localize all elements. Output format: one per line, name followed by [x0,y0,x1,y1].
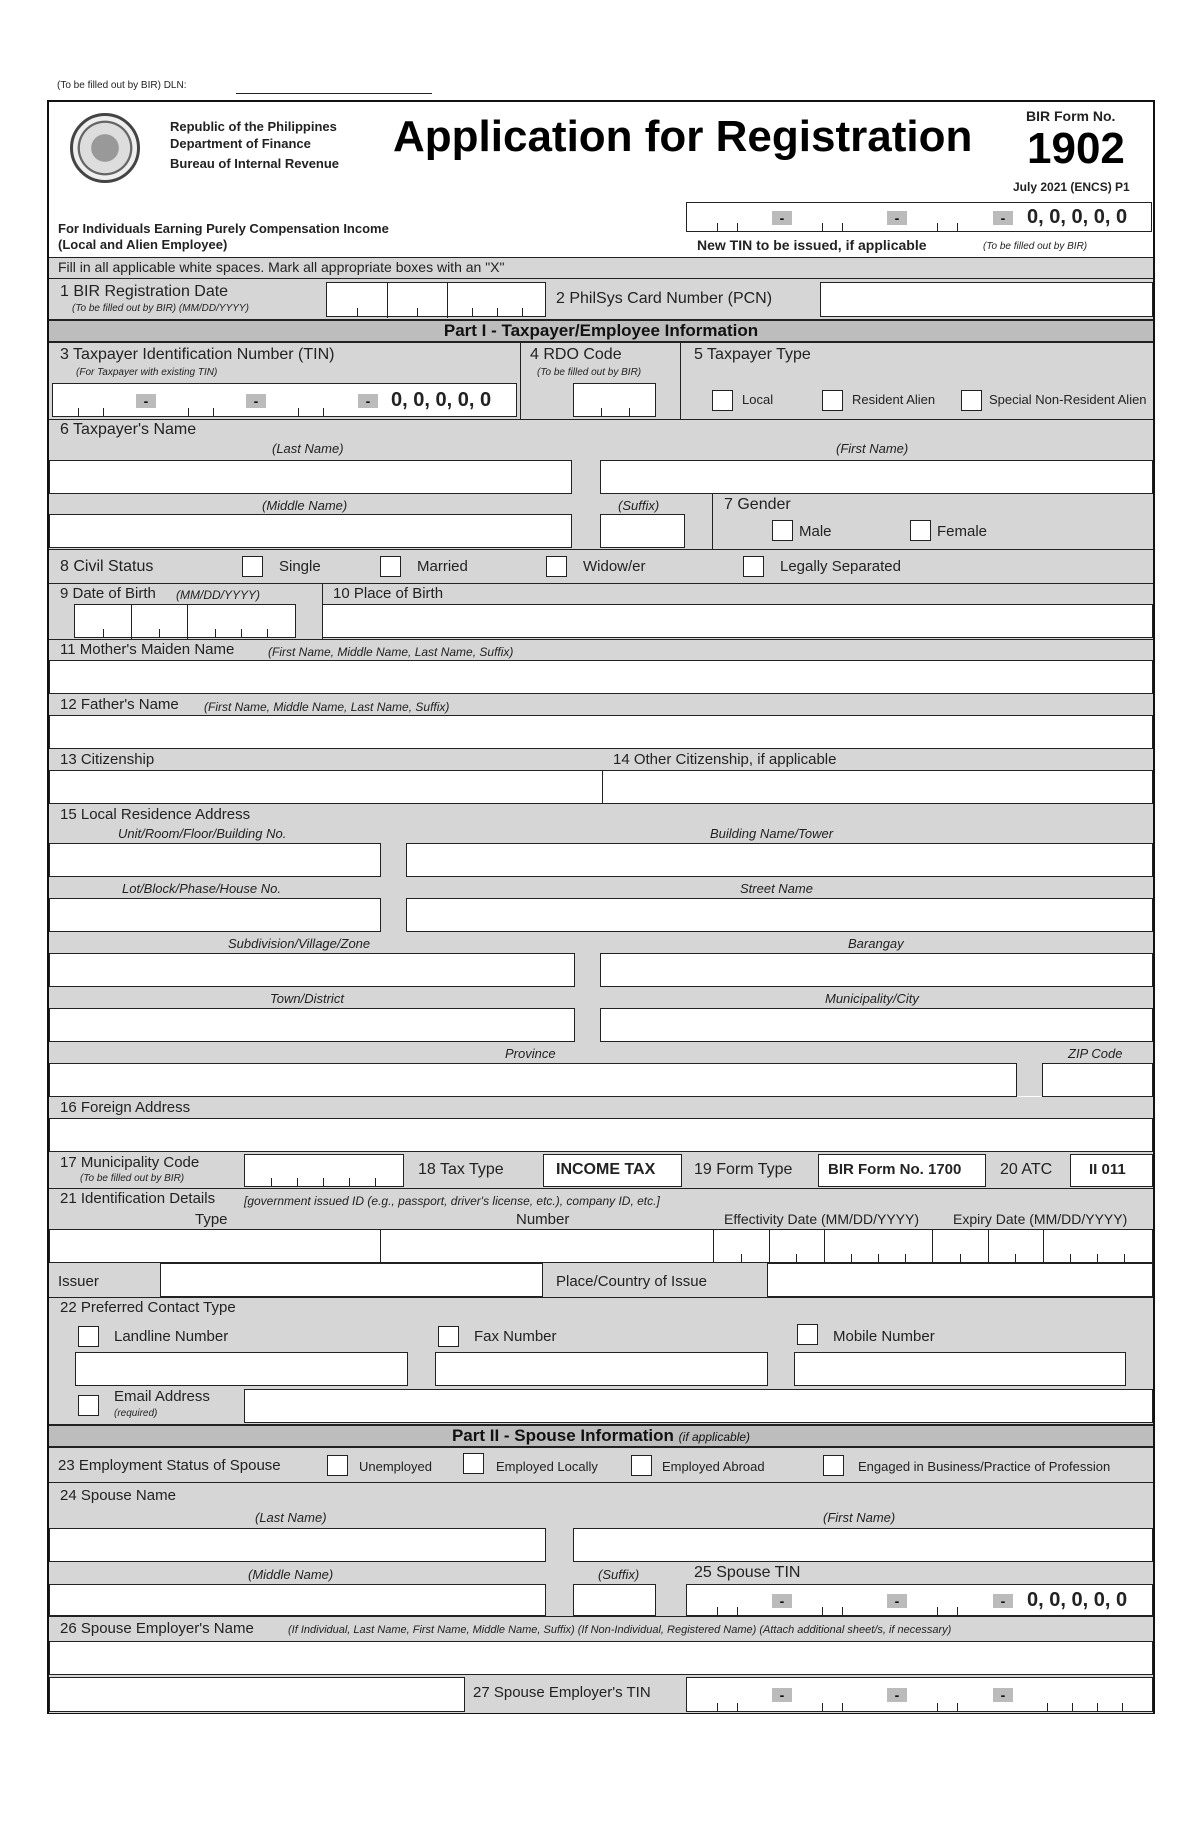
engaged-in-business-label: Engaged in Business/Practice of Profession [858,1459,1111,1474]
male-checkbox[interactable] [772,520,793,541]
item11-note: (First Name, Middle Name, Last Name, Suffix) [268,645,514,659]
fax-number-input[interactable] [435,1352,768,1386]
divider-4-5 [680,343,681,419]
id-type-input[interactable] [49,1229,381,1263]
taxpayer-tin-field[interactable]: - - - 0, 0, 0, 0, 0 [52,383,517,417]
municipality-caption: Municipality/City [825,991,919,1006]
spouse-suffix-input[interactable] [573,1584,656,1616]
issuer-input[interactable] [160,1263,543,1297]
taxpayer-suffix-input[interactable] [600,514,685,548]
expiry-date-input[interactable] [932,1229,1153,1263]
email-label: Email Address [114,1388,210,1405]
taxpayer-last-name-input[interactable] [49,460,572,494]
agency-line-2: Department of Finance [170,136,311,151]
unit-room-floor-input[interactable] [49,843,381,877]
citizenship-input[interactable] [49,770,603,804]
province-input[interactable] [49,1063,1017,1097]
street-name-input[interactable] [406,898,1153,932]
building-caption: Building Name/Tower [710,826,834,841]
street-caption: Street Name [740,881,813,896]
fax-label: Fax Number [474,1328,557,1345]
item19-label: 19 Form Type [694,1161,793,1178]
form-number: 1902 [1027,124,1125,173]
item3-label: 3 Taxpayer Identification Number (TIN) [60,346,335,363]
unemployed-label: Unemployed [359,1459,432,1474]
legally-separated-label: Legally Separated [780,558,901,575]
mothers-maiden-name-input[interactable] [49,660,1153,694]
special-non-resident-alien-checkbox[interactable] [961,390,982,411]
divider-gender [712,494,713,549]
resident-alien-label: Resident Alien [852,392,936,407]
item13-label: 13 Citizenship [60,751,155,768]
item5-label: 5 Taxpayer Type [694,346,811,363]
agency-line-3: Bureau of Internal Revenue [170,156,340,171]
form-title: Application for Registration [393,112,973,161]
new-tin-label: New TIN to be issued, if applicable [697,237,927,253]
legally-separated-checkbox[interactable] [743,556,764,577]
dln-line [236,93,432,94]
local-checkbox[interactable] [712,390,733,411]
employed-locally-label: Employed Locally [496,1459,598,1474]
item16-label: 16 Foreign Address [60,1099,191,1116]
building-name-input[interactable] [406,843,1153,877]
item26-label: 26 Spouse Employer's Name [60,1620,254,1637]
subdivision-caption: Subdivision/Village/Zone [228,936,371,951]
item10-label: 10 Place of Birth [333,585,444,602]
single-checkbox[interactable] [242,556,263,577]
effectivity-date-caption: Effectivity Date (MM/DD/YYYY) [724,1211,920,1227]
row-items-13-14 [49,749,1153,771]
issuer-label: Issuer [58,1273,99,1290]
married-checkbox[interactable] [380,556,401,577]
subdivision-input[interactable] [49,953,575,987]
spouse-tin-branch-zeros: 0, 0, 0, 0, 0 [1027,1589,1128,1611]
item11-label: 11 Mother's Maiden Name [60,641,235,658]
mobile-checkbox[interactable] [797,1324,818,1345]
expiry-date-caption: Expiry Date (MM/DD/YYYY) [953,1211,1128,1227]
widower-checkbox[interactable] [546,556,567,577]
item3-note: (For Taxpayer with existing TIN) [76,367,218,378]
spouse-employer-tin-field[interactable]: - - - [686,1677,1153,1712]
taxpayer-first-name-input[interactable] [600,460,1153,494]
item17-note: (To be filled out by BIR) [80,1173,185,1184]
item6-label: 6 Taxpayer's Name [60,421,197,438]
female-label: Female [937,523,988,540]
municipality-city-input[interactable] [600,1008,1153,1042]
item17-label: 17 Municipality Code [60,1154,200,1171]
local-label: Local [742,392,774,407]
barangay-caption: Barangay [848,936,904,951]
town-caption: Town/District [270,991,344,1006]
form-subtitle-1: For Individuals Earning Purely Compensation Income [58,221,389,236]
instructions-text: Fill in all applicable white spaces. Mark all appropriate boxes with an "X" [58,259,505,275]
engaged-in-business-checkbox[interactable] [823,1455,844,1476]
item20-label: 20 ATC [1000,1161,1053,1178]
item26-note: (If Individual, Last Name, First Name, Middle Name, Suffix) (If Non-Individual, Registered Name) (Attach additional sheet/s, if necessary) [288,1624,952,1636]
spouse-suffix-caption: (Suffix) [598,1567,640,1582]
item24-label: 24 Spouse Name [60,1487,176,1504]
item23-label: 23 Employment Status of Spouse [58,1457,281,1474]
item8-label: 8 Civil Status [60,558,154,575]
item9-label: 9 Date of Birth [60,585,156,602]
spouse-middle-name-input[interactable] [49,1584,546,1616]
form-type-value: BIR Form No. 1700 [828,1161,962,1178]
male-label: Male [799,523,832,540]
row-item-16 [49,1097,1153,1119]
part2-header [49,1424,1153,1448]
form-subtitle-2: (Local and Alien Employee) [58,237,228,252]
item12-label: 12 Father's Name [60,696,179,713]
employed-locally-checkbox[interactable] [463,1453,484,1474]
lot-caption: Lot/Block/Phase/House No. [122,881,281,896]
taxpayer-middle-name-input[interactable] [49,514,572,548]
province-caption: Province [505,1046,556,1061]
part1-title: Part I - Taxpayer/Employee Information [443,321,759,340]
bir-registration-date-field [326,282,546,317]
mobile-label: Mobile Number [833,1328,935,1345]
foreign-address-input[interactable] [49,1118,1153,1152]
form-number-label: BIR Form No. [1026,108,1116,124]
last-name-caption: (Last Name) [272,441,344,456]
place-of-birth-input[interactable] [322,604,1153,638]
item12-note: (First Name, Middle Name, Last Name, Suffix) [204,700,450,714]
bir-seal-icon [70,113,140,183]
spouse-tin-field[interactable]: - - - 0, 0, 0, 0, 0 [686,1584,1153,1616]
mobile-number-input[interactable] [794,1352,1126,1386]
spouse-last-name-caption: (Last Name) [255,1510,327,1525]
id-number-input[interactable] [380,1229,714,1263]
item22-label: 22 Preferred Contact Type [60,1299,236,1316]
item7-label: 7 Gender [724,496,791,513]
spouse-employer-name-input[interactable] [49,1641,1153,1675]
rdo-code-field [573,383,656,417]
item4-note: (To be filled out by BIR) [537,367,642,378]
item9-note: (MM/DD/YYYY) [176,588,260,602]
barangay-input[interactable] [600,953,1153,987]
item1-label: 1 BIR Registration Date [60,283,229,300]
part1-header [49,319,1153,343]
spouse-first-name-input[interactable] [573,1528,1153,1562]
landline-label: Landline Number [114,1328,229,1345]
part2-note: (if applicable) [678,1430,751,1444]
resident-alien-checkbox[interactable] [822,390,843,411]
item1-note: (To be filled out by BIR) (MM/DD/YYYY) [72,303,249,314]
email-checkbox[interactable] [78,1395,99,1416]
id-number-caption: Number [516,1211,570,1228]
widower-label: Widow/er [583,558,646,575]
atc-value: II 011 [1089,1161,1126,1178]
female-checkbox[interactable] [910,520,931,541]
agency-line-1: Republic of the Philippines [170,119,337,134]
effectivity-date-input[interactable] [713,1229,933,1263]
special-non-resident-alien-label: Special Non-Resident Alien [989,392,1147,407]
spouse-middle-name-caption: (Middle Name) [248,1567,334,1582]
employed-abroad-label: Employed Abroad [662,1459,765,1474]
spouse-employer-name-continuation[interactable] [49,1677,465,1712]
other-citizenship-input[interactable] [602,770,1153,804]
zip-code-input[interactable] [1042,1063,1153,1097]
part2-title: Part II - Spouse Information [451,1426,674,1445]
item15-label: 15 Local Residence Address [60,806,251,823]
new-tin-branch-zeros: 0, 0, 0, 0, 0 [1027,206,1128,228]
landline-checkbox[interactable] [78,1326,99,1347]
dln-label: (To be filled out by BIR) DLN: [57,80,187,91]
unit-caption: Unit/Room/Floor/Building No. [118,826,287,841]
date-of-birth-field[interactable] [74,604,296,638]
fathers-name-input[interactable] [49,715,1153,749]
item14-label: 14 Other Citizenship, if applicable [613,751,837,768]
item25-label: 25 Spouse TIN [694,1564,801,1581]
email-required-note: (required) [114,1408,158,1419]
suffix-caption: (Suffix) [618,498,660,513]
place-of-issue-label: Place/Country of Issue [556,1273,707,1290]
married-label: Married [417,558,468,575]
new-tin-note: (To be filled out by BIR) [983,241,1088,252]
item21-label: 21 Identification Details [60,1190,216,1207]
form-version: July 2021 (ENCS) P1 [1013,180,1130,194]
new-tin-field[interactable]: - - - 0, 0, 0, 0, 0 [686,202,1152,232]
spouse-last-name-input[interactable] [49,1528,546,1562]
place-of-issue-input[interactable] [767,1263,1153,1297]
unemployed-checkbox[interactable] [327,1455,348,1476]
municipality-code-field [244,1154,404,1187]
divider-3-4 [520,343,521,419]
tin-branch-zeros: 0, 0, 0, 0, 0 [391,389,492,411]
item18-label: 18 Tax Type [418,1161,504,1178]
item4-label: 4 RDO Code [530,346,622,363]
tax-type-value: INCOME TAX [556,1161,656,1178]
id-type-caption: Type [195,1211,228,1228]
first-name-caption: (First Name) [836,441,909,456]
fax-checkbox[interactable] [438,1326,459,1347]
spouse-first-name-caption: (First Name) [823,1510,896,1525]
employed-abroad-checkbox[interactable] [631,1455,652,1476]
single-label: Single [279,558,321,575]
town-district-input[interactable] [49,1008,575,1042]
middle-name-caption: (Middle Name) [262,498,348,513]
landline-number-input[interactable] [75,1352,408,1386]
zip-caption: ZIP Code [1068,1046,1123,1061]
item27-label: 27 Spouse Employer's TIN [473,1684,651,1701]
email-address-input[interactable] [244,1389,1153,1423]
philsys-card-number-input[interactable] [820,282,1153,317]
lot-block-input[interactable] [49,898,381,932]
item21-note: [government issued ID (e.g., passport, driver's license, etc.), company ID, etc.] [244,1194,660,1208]
item2-label: 2 PhilSys Card Number (PCN) [556,290,773,307]
